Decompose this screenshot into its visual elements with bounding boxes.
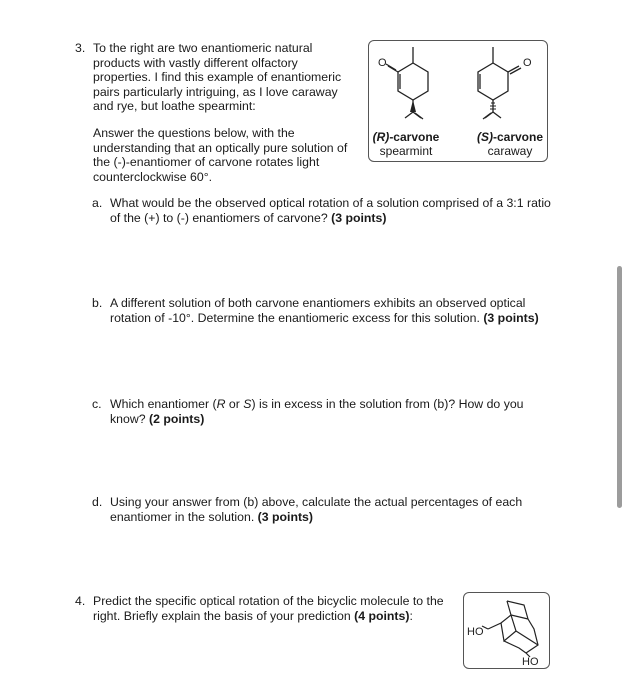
carvone-figure [368,40,548,162]
question-3-answer-instructions [93,126,363,184]
part-a-letter: a. [92,196,103,210]
part-d-line2: enantiomer in the solution. [110,509,258,524]
intro-line: and rye, but loathe spearmint: [93,99,256,114]
part-d-text [110,495,570,524]
part-c-text [110,397,570,426]
part-c-letter: c. [92,397,102,411]
part-a-points: (3 points) [331,210,387,225]
answer-line: counterclockwise 60°. [93,169,213,184]
r-descriptor: (R) [372,130,390,144]
answer-line: Answer the questions below, with the [93,126,295,140]
question-3-number: 3. [75,41,86,55]
part-c-line1: Which enantiomer (R or S) is in excess in the solution from (b)? How do you [110,397,524,411]
q4-line2: right. Briefly explain the basis of your prediction [93,608,355,623]
question-4-number: 4. [75,594,86,608]
ho-label-top: HO [467,626,484,638]
question-4-text: Predict the specific optical rotation of the bicyclic molecule to the right. Briefly explain the basis of your prediction (4 points): [93,594,463,623]
intro-line: To the right are two enantiomeric natural [93,41,313,55]
part-d-points: (3 points) [257,509,313,524]
carvone-structures [369,41,547,127]
s-carvone-label [473,130,547,158]
part-c-line2: know? [110,411,149,426]
oxygen-label-right: O [523,57,532,69]
bicyclic-structure [464,593,549,668]
part-a-line1: What would be the observed optical rotation of a solution comprised of a 3:1 ratio [110,196,551,210]
q4-points: (4 points) [354,608,410,623]
r-carvone-label [369,130,443,158]
scrollbar-thumb[interactable] [617,266,622,508]
part-a-text [110,196,570,225]
caraway-label: caraway [487,144,533,158]
part-b-letter: b. [92,296,103,310]
part-a-line2: of the (+) to (-) enantiomers of carvone? [110,210,332,225]
s-descriptor: (S) [476,130,493,144]
ho-label-bottom: HO [522,656,539,668]
part-b-line2: rotation of -10°. Determine the enantiomeric excess for this solution. [110,310,484,325]
part-b-line1: A different solution of both carvone enantiomers exhibits an observed optical [110,296,526,310]
question-3-intro [93,41,363,114]
answer-line: understanding that an optically pure solution of [93,140,348,155]
intro-line: products with vastly different olfactory [93,55,298,70]
answer-line: the (-)-enantiomer of carvone rotates light [93,155,320,170]
bicyclic-figure [463,592,550,669]
part-b-points: (3 points) [483,310,539,325]
part-d-line1: Using your answer from (b) above, calculate the actual percentages of each [110,495,523,509]
part-c-points: (2 points) [148,411,205,426]
intro-line: pairs particularly intriguing, as I love caraway [93,84,338,99]
s-carvone-name: -carvone [492,130,544,144]
part-b-text [110,296,570,325]
stereo-wedge-left [410,100,416,112]
oxygen-label-left: O [378,57,387,69]
q4-line1: Predict the specific optical rotation of the bicyclic molecule to the [93,594,444,608]
part-d-letter: d. [92,495,103,509]
intro-line: properties. I find this example of enantiomeric [93,70,342,85]
r-carvone-name: -carvone [389,130,440,144]
spearmint-label: spearmint [379,144,433,158]
